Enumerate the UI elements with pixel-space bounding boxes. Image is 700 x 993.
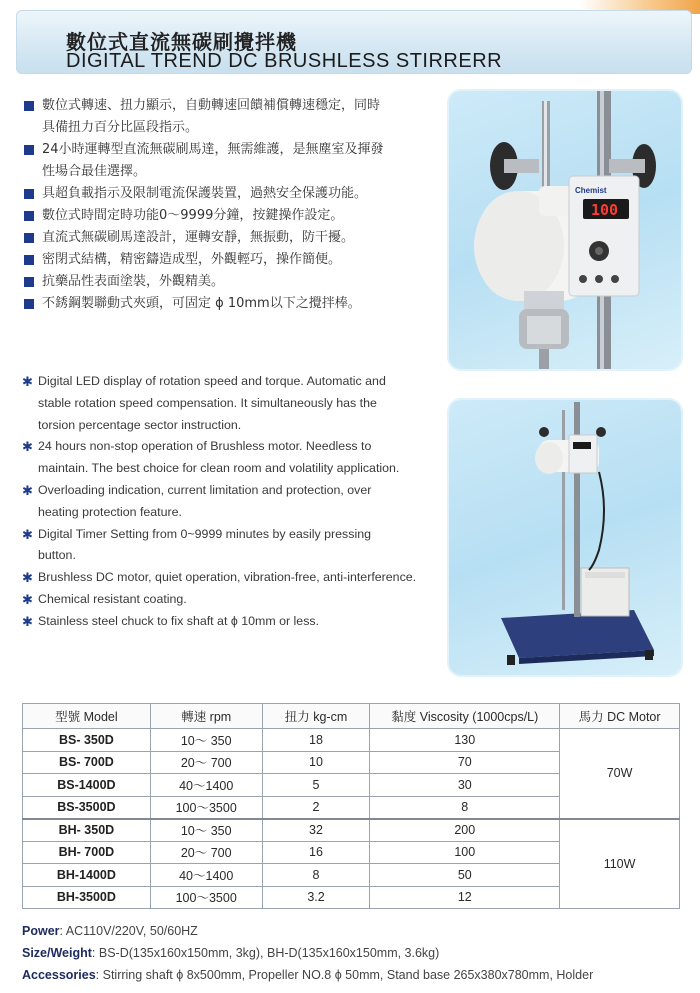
square-bullet-icon (24, 145, 34, 155)
feature-en-item: ✱ Digital LED display of rotation speed and torque. Automatic and (22, 371, 442, 393)
title-banner (16, 10, 692, 74)
table-row (23, 819, 680, 842)
feature-en-item: ✱ Stainless steel chuck to fix shaft at ϕ 10mm or less. (22, 611, 442, 633)
footer-specs (22, 920, 692, 986)
feature-zh-item: 抗藥品性表面塗裝，外觀精美。 (22, 271, 442, 293)
size-weight-line (22, 942, 692, 964)
power-label: Power (22, 924, 60, 938)
table-cell: 20～ 700 (150, 841, 262, 864)
table-cell: 8 (370, 796, 560, 819)
model-cell: BH-1400D (23, 864, 151, 887)
feature-zh-item: 24小時運轉型直流無碳刷馬達，無需維護，是無塵室及揮發 (22, 139, 442, 161)
feature-zh-item: 直流式無碳刷馬達設計，運轉安靜，無振動，防干擾。 (22, 227, 442, 249)
table-cell: 10～ 350 (150, 729, 262, 752)
header-model: 型號 Model (23, 704, 151, 729)
title-english: DIGITAL TREND DC BRUSHLESS STIRRERR (66, 50, 503, 72)
square-bullet-icon (24, 255, 34, 265)
star-bullet-icon: ✱ (22, 526, 33, 542)
model-cell: BS- 350D (23, 729, 151, 752)
table-cell: 32 (262, 819, 370, 842)
table-cell: 100 (370, 841, 560, 864)
feature-zh-item: 密閉式結構，精密鑄造成型，外觀輕巧，操作簡便。 (22, 249, 442, 271)
table-cell: 10 (262, 751, 370, 774)
table-cell: 5 (262, 774, 370, 797)
features-english (22, 371, 442, 633)
feature-en-item: ✱ Overloading indication, current limitation and protection, over (22, 480, 442, 502)
square-bullet-icon (24, 189, 34, 199)
model-cell: BS-1400D (23, 774, 151, 797)
feature-zh-item: 具備扭力百分比區段指示。 (42, 120, 199, 135)
table-cell: 200 (370, 819, 560, 842)
feature-en-item: maintain. The best choice for clean room and volatility application. (38, 461, 400, 476)
model-cell: BS-3500D (23, 796, 151, 819)
size-value: : BS-D(135x160x150mm, 3kg), BH-D(135x160x150mm, 3.6kg) (91, 946, 440, 960)
table-cell: 20～ 700 (150, 751, 262, 774)
spec-table (22, 703, 680, 909)
square-bullet-icon (24, 277, 34, 287)
product-closeup-photo (449, 91, 681, 369)
star-bullet-icon: ✱ (22, 482, 33, 498)
accessories-label: Accessories (22, 968, 96, 982)
star-bullet-icon: ✱ (22, 374, 33, 389)
stirrer-stand-illustration (449, 400, 681, 675)
star-bullet-icon: ✱ (22, 613, 33, 629)
table-cell: 8 (262, 864, 370, 887)
feature-en-item: ✱ Digital Timer Setting from 0~9999 minutes by easily pressing (22, 524, 442, 546)
table-cell: 40～1400 (150, 864, 262, 887)
feature-zh-item: 不銹鋼製聯動式夾頭，可固定 ϕ 10mm以下之攪拌棒。 (22, 293, 442, 315)
table-cell: 70 (370, 751, 560, 774)
header-speed: 轉速 rpm (150, 704, 262, 729)
features-chinese (22, 95, 442, 315)
table-cell: 12 (370, 886, 560, 909)
header-viscosity: 黏度 Viscosity (1000cps/L) (370, 704, 560, 729)
star-bullet-icon: ✱ (22, 439, 33, 455)
table-cell: 100～3500 (150, 796, 262, 819)
header-motor: 馬力 DC Motor (560, 704, 680, 729)
product-full-photo (449, 400, 681, 675)
model-cell: BS- 700D (23, 751, 151, 774)
square-bullet-icon (24, 101, 34, 111)
table-cell: 10～ 350 (150, 819, 262, 842)
table-cell: 16 (262, 841, 370, 864)
table-header-row (23, 704, 680, 729)
accessories-line (22, 964, 692, 986)
table-cell: 50 (370, 864, 560, 887)
feature-zh-item: 數位式轉速、扭力顯示，自動轉速回饋補償轉速穩定，同時 (22, 95, 442, 117)
model-cell: BH-3500D (23, 886, 151, 909)
feature-en-item: heating protection feature. (38, 504, 182, 519)
model-cell: BH- 700D (23, 841, 151, 864)
model-cell: BH- 350D (23, 819, 151, 842)
stirrer-head-illustration (449, 91, 681, 369)
square-bullet-icon (24, 233, 34, 243)
feature-zh-item: 性場合最佳選擇。 (42, 164, 147, 179)
header-torque: 扭力 kg-cm (262, 704, 370, 729)
table-cell: 100～3500 (150, 886, 262, 909)
feature-en-item: ✱ Chemical resistant coating. (22, 589, 442, 611)
power-value: : AC110V/220V, 50/60HZ (59, 924, 198, 938)
table-cell: 130 (370, 729, 560, 752)
brand-label: Chemist (575, 186, 607, 195)
feature-en-item: torsion percentage sector instruction. (38, 417, 242, 432)
led-display: 100 (591, 201, 619, 219)
size-label: Size/Weight (22, 946, 92, 960)
motor-bs-cell: 70W (560, 729, 680, 819)
table-cell: 30 (370, 774, 560, 797)
star-bullet-icon: ✱ (22, 591, 33, 607)
feature-zh-item: 具超負載指示及限制電流保護裝置，過熱安全保護功能。 (22, 183, 442, 205)
table-row (23, 729, 680, 752)
feature-en-item: button. (38, 548, 76, 563)
table-cell: 18 (262, 729, 370, 752)
feature-zh-item: 數位式時間定時功能0～9999分鐘，按鍵操作設定。 (22, 205, 442, 227)
feature-en-item: ✱ 24 hours non-stop operation of Brushless motor. Needless to (22, 436, 442, 458)
accessories-value: : Stirring shaft ϕ 8x500mm, Propeller NO.8 ϕ 50mm, Stand base 265x380x780mm, Holder (95, 968, 594, 982)
feature-en-item: stable rotation speed compensation. It simultaneously has the (38, 395, 377, 410)
square-bullet-icon (24, 299, 34, 309)
table-cell: 40～1400 (150, 774, 262, 797)
motor-bh-cell: 110W (560, 819, 680, 909)
star-bullet-icon: ✱ (22, 570, 33, 586)
power-line (22, 920, 692, 942)
square-bullet-icon (24, 211, 34, 221)
feature-en-item: ✱ Brushless DC motor, quiet operation, vibration-free, anti-interference. (22, 567, 442, 589)
table-cell: 2 (262, 796, 370, 819)
table-cell: 3.2 (262, 886, 370, 909)
title-chinese: 數位式直流無碳刷攪拌機 (66, 30, 297, 54)
